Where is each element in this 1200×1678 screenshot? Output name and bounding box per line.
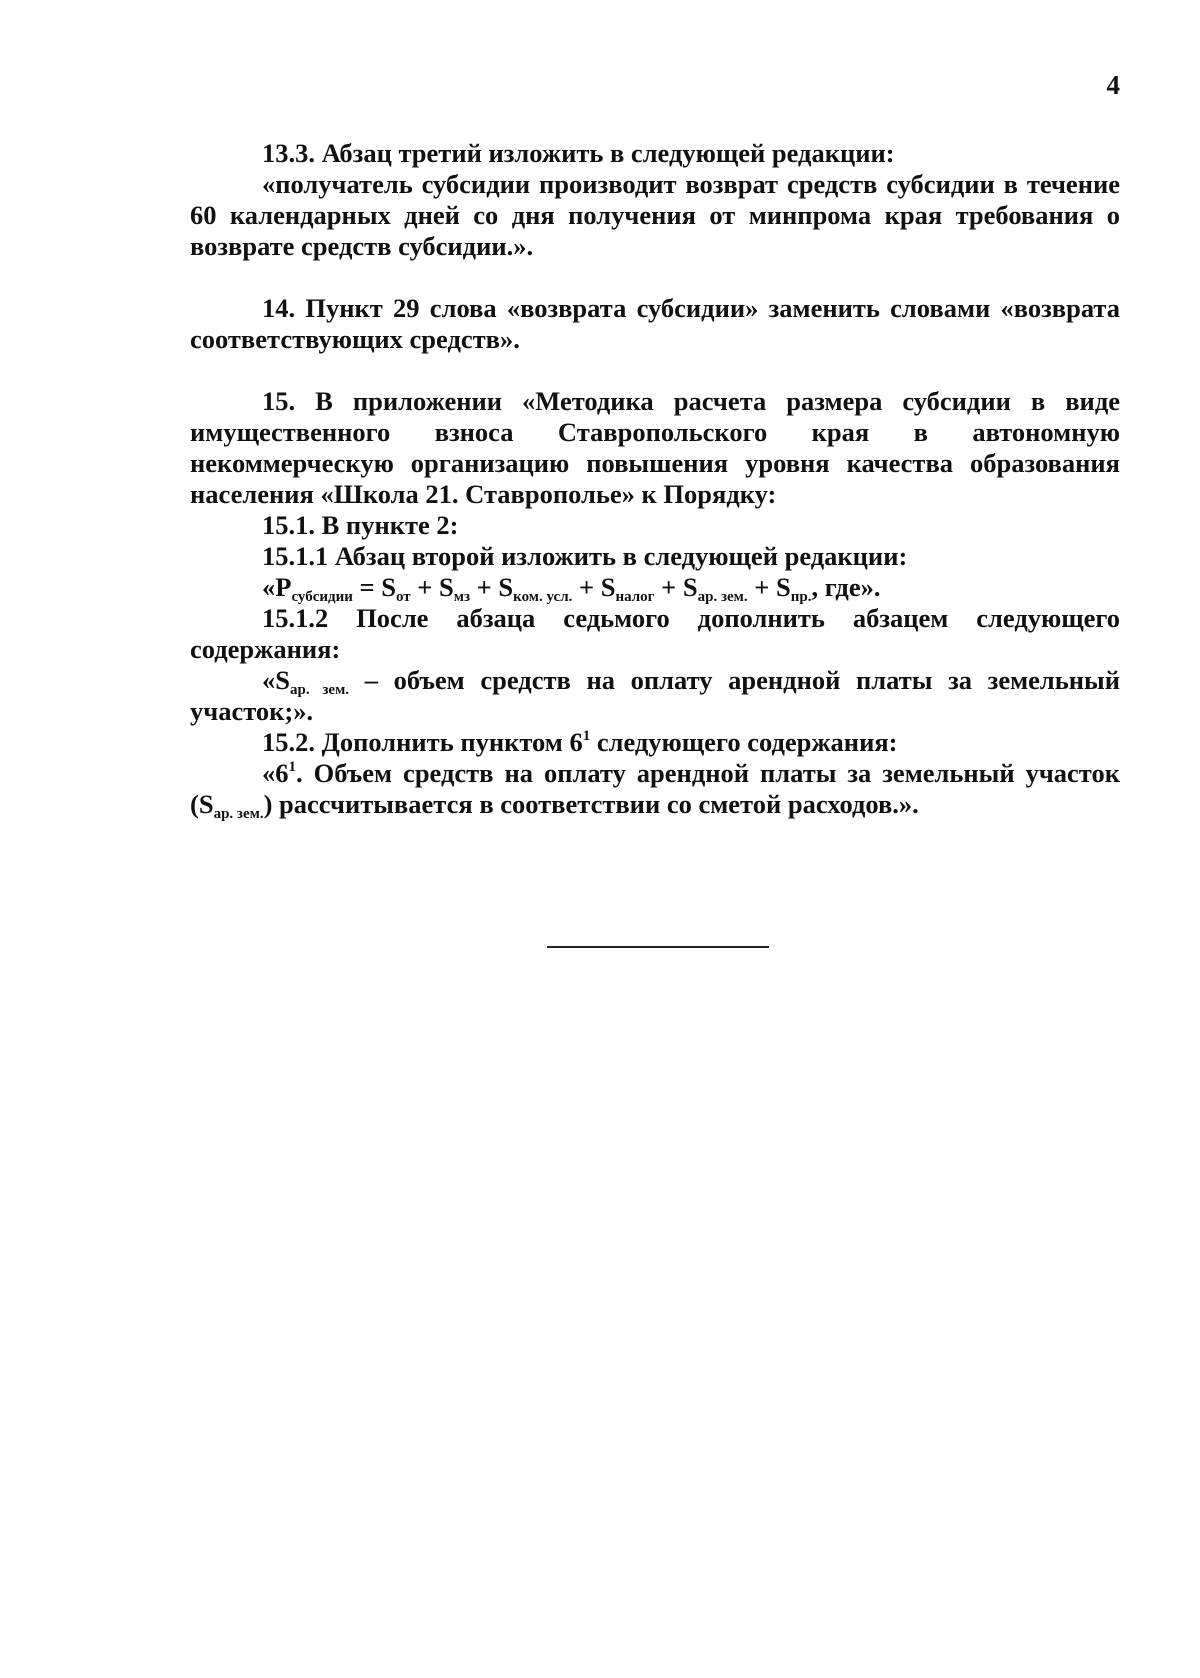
item-15-2 xyxy=(190,727,1120,758)
formula-eq: = xyxy=(352,572,382,602)
point-6-1-middle: . Объем средств на оплату арендной платы за земельный участок (S xyxy=(190,758,1120,819)
formula-tail: , где». xyxy=(811,572,881,602)
definition-sub: ар. зем. xyxy=(290,682,350,698)
point-6-1-sup: 1 xyxy=(288,759,296,775)
formula-s5-sub: ар. зем. xyxy=(697,589,748,605)
point-6-1-end: ) рассчитывается в соответствии со сметой расходов.». xyxy=(263,789,919,819)
formula-s6-sub: пр. xyxy=(790,589,812,605)
formula-s2: S xyxy=(439,572,454,602)
item-15-2-sup: 1 xyxy=(582,728,591,744)
point-6-1-open: «6 xyxy=(262,758,289,788)
formula-s2-sub: мз xyxy=(453,589,471,605)
spacer xyxy=(190,262,1120,293)
formula-plus: + xyxy=(654,572,683,602)
formula-s4-sub: налог xyxy=(615,589,655,605)
formula-s3-sub: ком. усл. xyxy=(513,589,573,605)
document-body xyxy=(190,138,1120,820)
formula-p-sub: субсидии xyxy=(291,589,353,605)
item-15-2-before: 15.2. Дополнить пунктом 6 xyxy=(262,727,583,757)
formula-plus: + xyxy=(747,572,776,602)
formula-open-quote: « xyxy=(262,572,276,602)
item-15-1: 15.1. В пункте 2: xyxy=(262,510,459,540)
formula-s3: S xyxy=(498,572,514,602)
point-6-1 xyxy=(190,758,1120,820)
item-13-3-heading: 13.3. Абзац третий изложить в следующей редакции: xyxy=(262,138,895,168)
formula-plus: + xyxy=(410,572,440,602)
item-14-text: 14. Пункт 29 слова «возврата субсидии» заменить словами «возврата соответствующих средств». xyxy=(190,293,1120,354)
formula-p: P xyxy=(275,572,292,602)
formula-plus: + xyxy=(470,572,499,602)
item-15-2-after: следующего содержания: xyxy=(590,727,898,757)
point-6-1-sub: ар. зем. xyxy=(213,806,264,822)
formula xyxy=(190,572,1120,603)
formula-s5: S xyxy=(682,572,698,602)
definition-open: «S xyxy=(262,665,290,695)
closing-divider-line xyxy=(547,946,769,948)
definition-rest: – объем средств на оплату арендной платы за земельный участок;». xyxy=(190,665,1121,726)
formula-s1-sub: от xyxy=(395,589,411,605)
formula-s4: S xyxy=(600,572,616,602)
formula-s6: S xyxy=(775,572,791,602)
item-15-text: 15. В приложении «Методика расчета размера субсидии в виде имущественного взноса Ставропольского края в автономную некоммерческую организацию повышения уровня качества образования населения «Школа 21. Ставрополье» к Порядку: xyxy=(190,386,1120,509)
item-15-1-1: 15.1.1 Абзац второй изложить в следующей редакции: xyxy=(262,541,908,571)
item-13-3-text: «получатель субсидии производит возврат средств субсидии в течение 60 календарных дней со дня получения от минпрома края требования о возврате средств субсидии.». xyxy=(190,169,1120,261)
spacer xyxy=(190,355,1120,386)
formula-s1: S xyxy=(381,572,396,602)
item-15-1-2: 15.1.2 После абзаца седьмого дополнить абзацем следующего содержания: xyxy=(190,603,1120,664)
page-number: 4 xyxy=(1106,70,1120,100)
formula-plus: + xyxy=(572,572,601,602)
definition-s-ar-zem xyxy=(190,665,1120,727)
